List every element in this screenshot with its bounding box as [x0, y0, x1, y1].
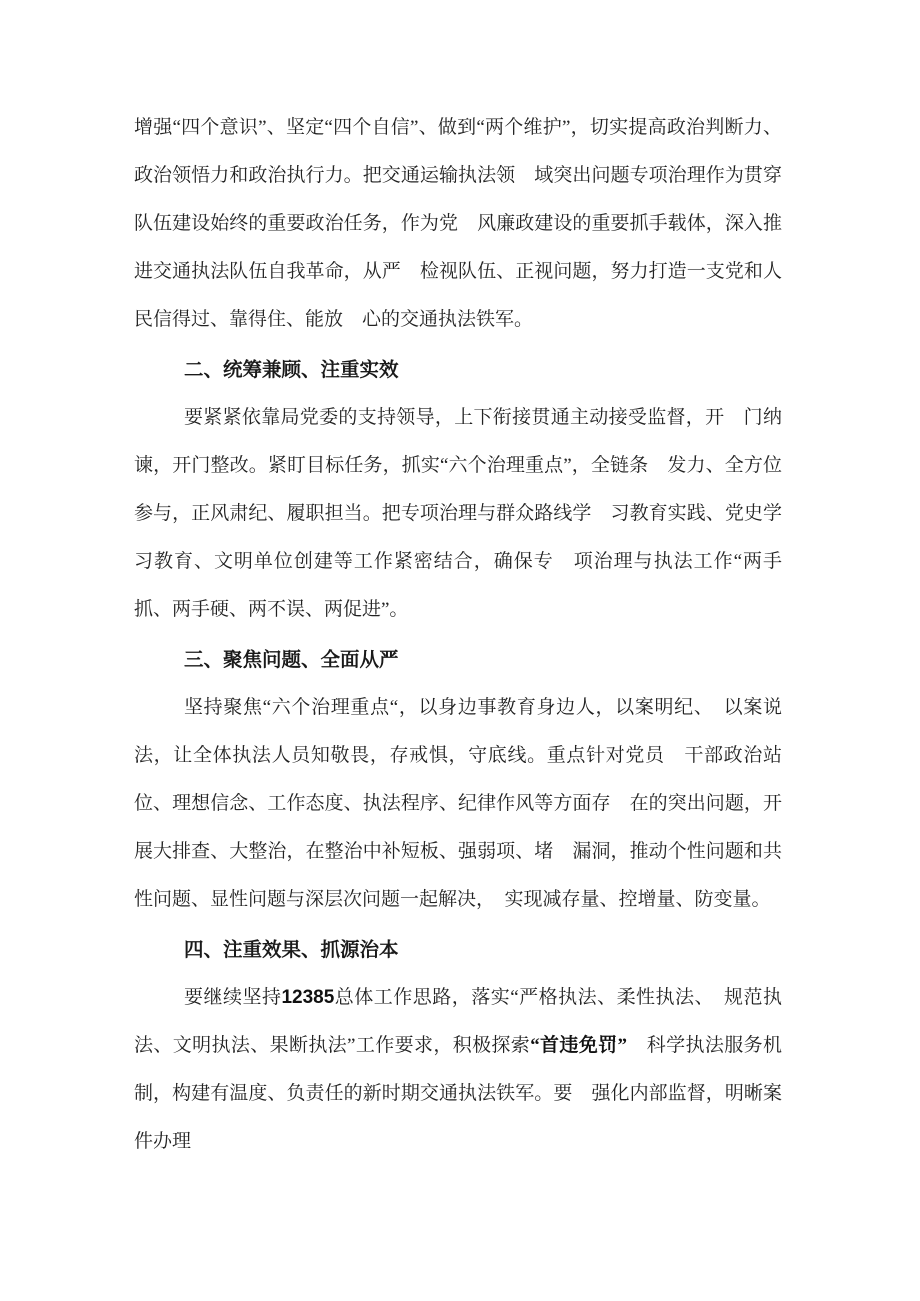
section-heading-four: 四、注重效果、抓源治本 — [184, 939, 399, 961]
section-heading-two: 二、统筹兼顾、注重实效 — [184, 359, 399, 381]
paragraph-section-one-continuation: 增强“四个意识”、坚定“四个自信”、做到“两个维护”，切实提高政治判断力、政治领悟力和政治执行力。把交通运输执法领 域突出问题专项治理作为贯穿队伍建设始终的重要政治任务，作为党 风廉政建设的重要抓手载体，深入推进交通执法队伍自我革命，从严 检视队伍、正视问题，努力打造一支党和人民信得过、靠得住、能放 心的交通执法铁军。 — [134, 117, 782, 330]
paragraph-four-text-run: 科学执法服务机制，构建有温度、负责任的新时期交通执法铁军。要 强化内部监督，明晰案件办理 — [134, 1035, 782, 1152]
paragraph-four-text-run: 要继续坚持 — [184, 987, 282, 1008]
bold-quoted-phrase: “首违免罚” — [530, 1035, 628, 1056]
bold-number-12385: 12385 — [281, 987, 335, 1008]
document-body — [134, 104, 782, 1166]
paragraph-section-three: 坚持聚焦“六个治理重点“，以身边事教育身边人，以案明纪、 以案说法，让全体执法人员知敬畏，存戒惧，守底线。重点针对党员 干部政治站位、理想信念、工作态度、执法程序、纪律作风等方面存 在的突出问题，开展大排查、大整治，在整治中补短板、强弱项、堵 漏洞，推动个性问题和共性问题、显性问题与深层次问题一起解决， 实现减存量、控增量、防变量。 — [134, 697, 782, 910]
section-heading-three: 三、聚焦问题、全面从严 — [184, 649, 399, 671]
paragraph-section-two: 要紧紧依靠局党委的支持领导，上下衔接贯通主动接受监督，开 门纳谏，开门整改。紧盯目标任务，抓实“六个治理重点”，全链条 发力、全方位参与，正风肃纪、履职担当。把专项治理与群众路线学 习教育实践、党史学习教育、文明单位创建等工作紧密结合，确保专 项治理与执法工作“两手抓、两手硬、两不误、两促进”。 — [134, 407, 782, 620]
paragraph-section-four — [134, 974, 782, 1166]
paragraph-four-text-run: 总体工作思路，落实“严格执法、柔性执法、 规范执法、文明执法、果断执法”工作要求，积极探索 — [134, 987, 782, 1056]
